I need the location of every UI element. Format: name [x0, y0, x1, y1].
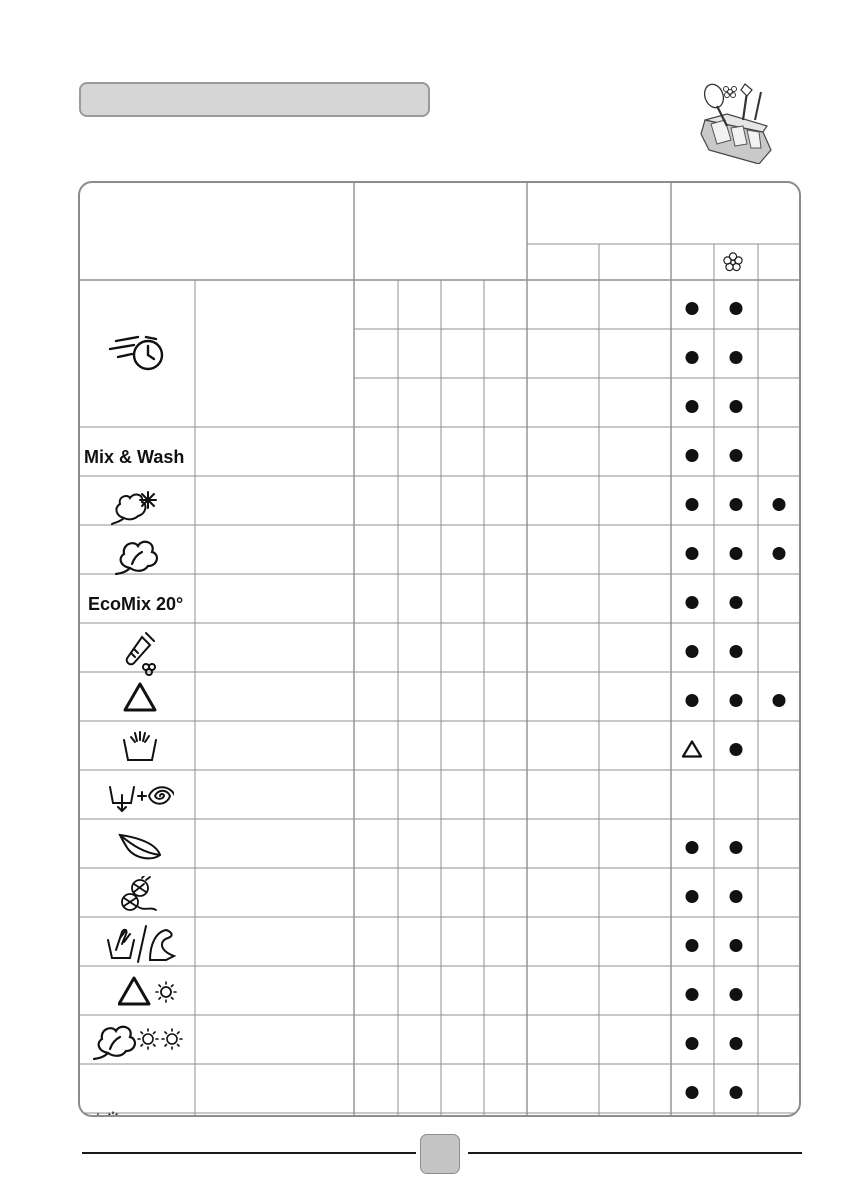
detergent-dot-mark [773, 547, 786, 560]
detergent-dot-mark [686, 351, 699, 364]
detergent-dot-mark [730, 498, 743, 511]
program-table [78, 181, 801, 1117]
detergent-dot-mark [730, 351, 743, 364]
detergent-dot-mark [730, 743, 743, 756]
baby-bottle-icon [120, 629, 160, 677]
rapid-stopwatch-icon [108, 331, 170, 375]
rinse-icon [121, 728, 159, 764]
detergent-dot-mark [730, 400, 743, 413]
detergent-dot-mark [730, 645, 743, 658]
drain-spin-icon [108, 777, 174, 815]
synthetics-icon [122, 680, 158, 714]
detergent-drawer-illustration [697, 80, 773, 164]
flower-icon [722, 251, 744, 273]
handwash-silk-icon [106, 924, 176, 964]
detergent-dot-mark [730, 596, 743, 609]
detergent-dot-mark [730, 890, 743, 903]
detergent-dot-mark [730, 547, 743, 560]
rapid-59-label [83, 1111, 121, 1117]
detergent-dot-mark [773, 498, 786, 511]
footer-rule-left [82, 1152, 416, 1154]
detergent-dot-mark [730, 1086, 743, 1099]
detergent-dot-mark [686, 1037, 699, 1050]
detergent-dot-mark [686, 1086, 699, 1099]
detergent-dot-mark [730, 1037, 743, 1050]
page-number-tab [420, 1134, 460, 1174]
detergent-dot-mark [730, 939, 743, 952]
detergent-dot-mark [686, 988, 699, 1001]
detergent-dot-mark [730, 302, 743, 315]
cotton-stain-icon [110, 488, 168, 526]
detergent-dot-mark [773, 694, 786, 707]
wool-icon [120, 876, 162, 916]
detergent-dot-mark [686, 939, 699, 952]
detergent-triangle-mark [683, 742, 701, 757]
synthetics-dry-icon [118, 974, 180, 1010]
detergent-dot-mark [686, 596, 699, 609]
detergent-dot-mark [730, 449, 743, 462]
detergent-dot-mark [686, 645, 699, 658]
section-title-bar [79, 82, 430, 117]
rapid-wash-dry-icon [85, 1111, 119, 1117]
footer-rule-right [468, 1152, 802, 1154]
cotton-dry-icon [92, 1021, 186, 1061]
delicates-feather-icon [116, 831, 164, 867]
detergent-dot-mark [686, 498, 699, 511]
detergent-dot-mark [730, 841, 743, 854]
detergent-dot-mark [686, 302, 699, 315]
cotton-icon [114, 536, 164, 576]
table-grid [80, 183, 801, 1117]
detergent-dot-mark [686, 890, 699, 903]
ecomix-label: EcoMix 20° [88, 594, 184, 614]
detergent-dot-mark [686, 400, 699, 413]
detergent-dot-mark [686, 449, 699, 462]
detergent-dot-mark [686, 841, 699, 854]
detergent-dot-mark [686, 694, 699, 707]
detergent-dot-mark [686, 547, 699, 560]
mix-wash-label: Mix & Wash [84, 447, 185, 467]
detergent-dot-mark [730, 694, 743, 707]
detergent-dot-mark [730, 988, 743, 1001]
